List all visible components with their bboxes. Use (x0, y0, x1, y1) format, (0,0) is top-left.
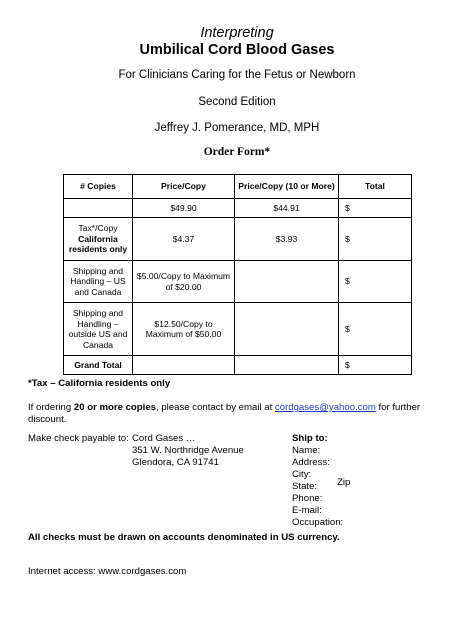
email-link[interactable]: cordgases@yahoo.com (274, 402, 376, 413)
order-text-mid: , please contact by email at (156, 402, 275, 413)
table-row (64, 303, 412, 356)
internet-access: Internet access: www.cordgases.com (28, 566, 187, 577)
table-header-row (64, 175, 412, 199)
payee-city: Glendora, CA 91741 (132, 457, 219, 468)
price10-cell (235, 303, 339, 356)
ship-city-field[interactable]: City: (292, 469, 312, 480)
header-copies: # Copies (64, 175, 133, 199)
total-cell[interactable]: $ (339, 261, 412, 303)
table-row (64, 261, 412, 303)
price-cell: $49.90 (133, 199, 235, 218)
currency-note: All checks must be drawn on accounts denominated in US currency. (28, 532, 340, 543)
ship-to-title: Ship to: (292, 433, 328, 444)
payee-address (132, 433, 244, 469)
ship-zip-field[interactable]: Zip (337, 477, 351, 488)
order-table (63, 174, 412, 375)
table-row (64, 199, 412, 218)
author: Jeffrey J. Pomerance, MD, MPH (154, 122, 320, 134)
ship-occupation-field[interactable]: Occupation: (292, 517, 344, 528)
price-cell: $12.50/Copy to Maximum of $50.00 (133, 303, 235, 356)
price-cell: $5.00/Copy to Maximum of $20.00 (133, 261, 235, 303)
grand-total-label: Grand Total (64, 356, 133, 375)
shipping-intl-label: Shipping and Handling – outside US and Canada (64, 303, 133, 356)
table-row (64, 356, 412, 375)
header-price-10: Price/Copy (10 or More) (235, 175, 339, 199)
price10-cell (235, 356, 339, 375)
price-cell (133, 356, 235, 375)
ship-to-block (292, 433, 343, 529)
subtitle: For Clinicians Caring for the Fetus or Newborn (118, 69, 356, 81)
tax-label-cell (64, 218, 133, 261)
tax-label: Tax*/Copy (78, 223, 118, 234)
order-text-post: for further discount. (28, 402, 421, 425)
price10-cell: $3.93 (235, 218, 339, 261)
bulk-order-message (28, 402, 448, 426)
copies-cell[interactable] (64, 199, 133, 218)
ship-name-field[interactable]: Name: (292, 445, 321, 456)
total-cell[interactable]: $ (339, 303, 412, 356)
ship-phone-field[interactable]: Phone: (292, 493, 323, 504)
shipping-us-label: Shipping and Handling – US and Canada (64, 261, 133, 303)
ship-address-field[interactable]: Address: (292, 457, 330, 468)
payable-label: Make check payable to: (28, 433, 129, 444)
order-text-pre: If ordering (28, 402, 74, 413)
tax-note: *Tax – California residents only (28, 378, 171, 389)
header-total: Total (339, 175, 412, 199)
table-row (64, 218, 412, 261)
price10-cell: $44.91 (235, 199, 339, 218)
total-cell[interactable]: $ (339, 199, 412, 218)
title-italic: Interpreting (200, 25, 274, 41)
form-title: Order Form* (203, 146, 271, 158)
order-text-bold: 20 or more copies (73, 402, 156, 413)
payee-street: 351 W. Northridge Avenue (132, 445, 244, 456)
price-cell: $4.37 (133, 218, 235, 261)
book-title: Umbilical Cord Blood Gases (139, 42, 335, 58)
ship-email-field[interactable]: E-mail: (292, 505, 322, 516)
ship-state-field[interactable]: State: (292, 481, 318, 492)
tax-label-california: California residents only (68, 233, 128, 255)
grand-total-cell[interactable]: $ (339, 356, 412, 375)
total-cell[interactable]: $ (339, 218, 412, 261)
edition: Second Edition (198, 96, 276, 108)
header-price: Price/Copy (133, 175, 235, 199)
payee-name: Cord Gases … (132, 433, 196, 444)
price10-cell (235, 261, 339, 303)
